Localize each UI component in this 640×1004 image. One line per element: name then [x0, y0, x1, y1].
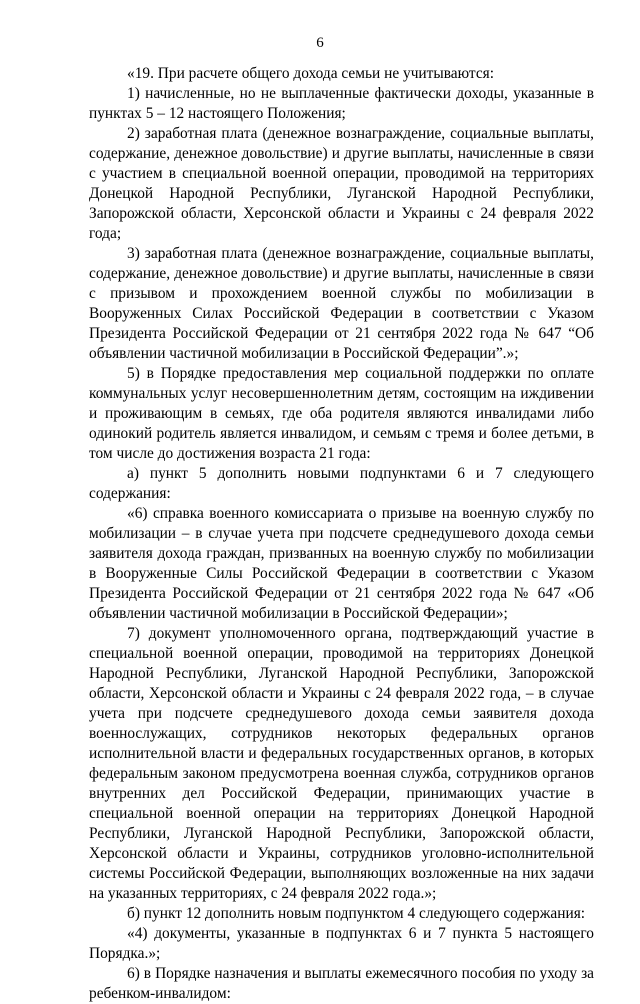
- paragraph-subitem-3: 3) заработная плата (денежное вознаграждение, социальные выплаты, содержание, денежное довольствие) и другие выплаты, начисленные в связи с призывом и прохождением военной службы по мобилизации в Вооруженных Силах Российской Федерации в соответствии с Указом Президента Российской Федерации от 21 сентября 2022 года № 647 “Об объявлении частичной мобилизации в Российской Федерации”.»;: [89, 245, 594, 362]
- document-body: [89, 64, 594, 1004]
- paragraph-section-6: 6) в Порядке назначения и выплаты ежемесячного пособия по уходу за ребенком-инвалидом:: [89, 965, 594, 1002]
- paragraph-section-5: 5) в Порядке предоставления мер социальной поддержки по оплате коммунальных услуг несовершеннолетним детям, состоящим на иждивении и проживающим в семьях, где оба родителя являются инвалидами либо одинокий родитель является инвалидом, и семьям с тремя и более детьми, в том числе до достижения возраста 21 года:: [89, 365, 594, 462]
- paragraph-subitem-1: 1) начисленные, но не выплаченные фактически доходы, указанные в пунктах 5 – 12 настоящего Положения;: [89, 85, 594, 122]
- page-number: 6: [316, 35, 324, 51]
- paragraph-new-subitem-6: «6) справка военного комиссариата о призыве на военную службу по мобилизации – в случае учета при подсчете среднедушевого дохода семьи заявителя дохода граждан, призванных на военную службу по мобилизации в Вооруженные Силы Российской Федерации в соответствии с Указом Президента Российской Федерации от 21 сентября 2022 года № 647 «Об объявлении частичной мобилизации в Российской Федерации»;: [89, 505, 594, 622]
- paragraph-amendment-a: а) пункт 5 дополнить новыми подпунктами 6 и 7 следующего содержания:: [89, 465, 594, 502]
- paragraph-new-subitem-7: 7) документ уполномоченного органа, подтверждающий участие в специальной военной операции, проводимой на территориях Донецкой Народной Республики, Луганской Народной Республики, Запорожской области, Херсонской области и Украины с 24 февраля 2022 года, – в случае учета при подсчете среднедушевого дохода семьи заявителя дохода военнослужащих, сотрудников некоторых федеральных органов исполнительной власти и федеральных государственных органов, в которых федеральным законом предусмотрена военная служба, сотрудников органов внутренних дел Российской Федерации, принимающих участие в специальной военной операции на территориях Донецкой Народной Республики, Луганской Народной Республики, Запорожской области, Херсонской области и Украины, сотрудников уголовно-исполнительной системы Российской Федерации, выполняющих возложенные на них задачи на указанных территориях, с 24 февраля 2022 года.»;: [89, 625, 594, 902]
- paragraph-new-subitem-4: «4) документы, указанные в подпунктах 6 и 7 пункта 5 настоящего Порядка.»;: [89, 925, 594, 962]
- paragraph-item-19-intro: «19. При расчете общего дохода семьи не учитываются:: [127, 65, 495, 82]
- paragraph-amendment-b: б) пункт 12 дополнить новым подпунктом 4 следующего содержания:: [127, 905, 586, 922]
- paragraph-subitem-2: 2) заработная плата (денежное вознаграждение, социальные выплаты, содержание, денежное довольствие) и другие выплаты, начисленные в связи с участием в специальной военной операции, проводимой на территориях Донецкой Народной Республики, Луганской Народной Республики, Запорожской области, Херсонской области и Украины с 24 февраля 2022 года;: [89, 125, 594, 242]
